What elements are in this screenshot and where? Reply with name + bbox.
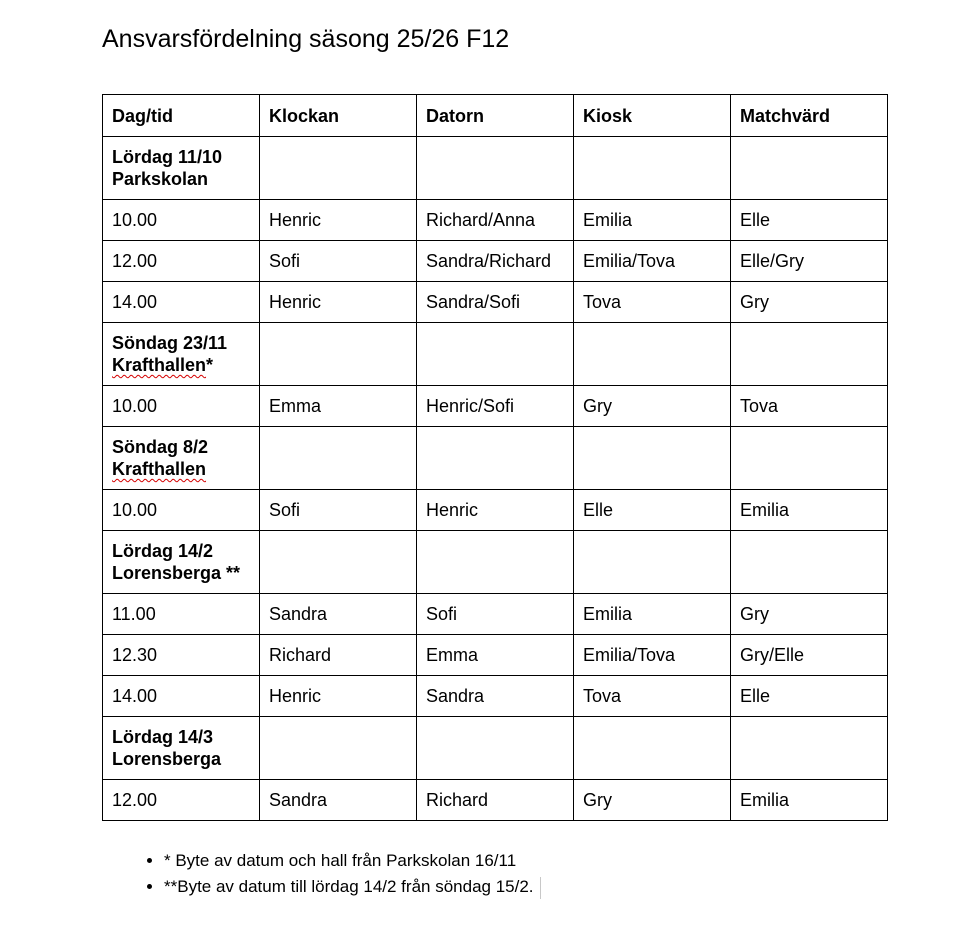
header-kiosk: Kiosk: [574, 95, 731, 137]
event-venue: Parkskolan: [112, 169, 209, 189]
event-cell: [103, 323, 260, 386]
empty-cell: [574, 137, 731, 200]
event-cell: [103, 137, 260, 200]
empty-cell: [574, 427, 731, 490]
event-venue: Lorensberga: [112, 749, 222, 769]
slot-kiosk: Emilia/Tova: [574, 241, 731, 282]
event-header-row: [103, 531, 888, 594]
slot-klockan: Emma: [260, 386, 417, 427]
text-cursor: [540, 877, 541, 899]
event-cell: [103, 427, 260, 490]
slot-row: [103, 386, 888, 427]
empty-cell: [260, 427, 417, 490]
slot-klockan: Sofi: [260, 490, 417, 531]
empty-cell: [574, 323, 731, 386]
slot-matchvard: Elle/Gry: [731, 241, 888, 282]
slot-klockan: Henric: [260, 282, 417, 323]
event-venue: Krafthallen: [112, 459, 207, 479]
slot-datorn: Sandra/Richard: [417, 241, 574, 282]
slot-datorn: Emma: [417, 635, 574, 676]
slot-matchvard: Emilia: [731, 490, 888, 531]
event-date: Söndag 23/11: [112, 333, 228, 353]
slot-time: 14.00: [103, 282, 260, 323]
empty-cell: [417, 137, 574, 200]
slot-matchvard: Gry/Elle: [731, 635, 888, 676]
slot-matchvard: Elle: [731, 676, 888, 717]
header-dag-tid: Dag/tid: [103, 95, 260, 137]
header-row: [103, 95, 888, 137]
footnote-item: [164, 874, 541, 900]
slot-klockan: Richard: [260, 635, 417, 676]
event-header-row: [103, 137, 888, 200]
empty-cell: [417, 717, 574, 780]
slot-time: 10.00: [103, 490, 260, 531]
event-cell: [103, 531, 260, 594]
slot-matchvard: Emilia: [731, 780, 888, 821]
event-date: Lördag 14/3: [112, 727, 214, 747]
event-date: Lördag 14/2: [112, 541, 214, 561]
footnote-text: **Byte av datum till lördag 14/2 från söndag 15/2.: [164, 877, 534, 896]
event-header-row: [103, 717, 888, 780]
event-date: Lördag 11/10: [112, 147, 223, 167]
empty-cell: [260, 531, 417, 594]
empty-cell: [731, 717, 888, 780]
slot-kiosk: Tova: [574, 282, 731, 323]
slot-datorn: Sandra/Sofi: [417, 282, 574, 323]
footnotes-list: [130, 848, 541, 900]
footnote-text: * Byte av datum och hall från Parkskolan 16/11: [164, 851, 517, 870]
event-venue-line: [112, 458, 250, 480]
slot-datorn: Richard: [417, 780, 574, 821]
slot-klockan: Sandra: [260, 780, 417, 821]
empty-cell: [731, 137, 888, 200]
slot-kiosk: Gry: [574, 780, 731, 821]
slot-datorn: Richard/Anna: [417, 200, 574, 241]
slot-time: 12.00: [103, 780, 260, 821]
slot-time: 12.00: [103, 241, 260, 282]
slot-datorn: Henric: [417, 490, 574, 531]
slot-datorn: Sandra: [417, 676, 574, 717]
empty-cell: [731, 531, 888, 594]
event-venue-line: [112, 354, 250, 376]
empty-cell: [260, 323, 417, 386]
slot-datorn: Sofi: [417, 594, 574, 635]
slot-row: [103, 594, 888, 635]
slot-matchvard: Gry: [731, 594, 888, 635]
slot-klockan: Sandra: [260, 594, 417, 635]
slot-row: [103, 490, 888, 531]
slot-row: [103, 200, 888, 241]
slot-time: 12.30: [103, 635, 260, 676]
event-date: Söndag 8/2: [112, 437, 209, 457]
slot-kiosk: Emilia: [574, 594, 731, 635]
empty-cell: [731, 323, 888, 386]
header-matchvard: Matchvärd: [731, 95, 888, 137]
event-cell: [103, 717, 260, 780]
header-klockan: Klockan: [260, 95, 417, 137]
slot-klockan: Henric: [260, 676, 417, 717]
empty-cell: [574, 717, 731, 780]
slot-row: [103, 635, 888, 676]
slot-row: [103, 780, 888, 821]
empty-cell: [260, 717, 417, 780]
header-datorn: Datorn: [417, 95, 574, 137]
slot-kiosk: Tova: [574, 676, 731, 717]
empty-cell: [417, 427, 574, 490]
slot-matchvard: Gry: [731, 282, 888, 323]
slot-kiosk: Emilia/Tova: [574, 635, 731, 676]
slot-klockan: Henric: [260, 200, 417, 241]
slot-datorn: Henric/Sofi: [417, 386, 574, 427]
slot-row: [103, 676, 888, 717]
slot-time: 11.00: [103, 594, 260, 635]
slot-matchvard: Elle: [731, 200, 888, 241]
slot-kiosk: Elle: [574, 490, 731, 531]
slot-time: 14.00: [103, 676, 260, 717]
document-title: Ansvarsfördelning säsong 25/26 F12: [102, 25, 510, 53]
slot-row: [103, 241, 888, 282]
responsibility-table: [102, 94, 888, 821]
empty-cell: [574, 531, 731, 594]
event-venue: Krafthallen: [112, 355, 207, 375]
empty-cell: [417, 531, 574, 594]
empty-cell: [731, 427, 888, 490]
event-header-row: [103, 427, 888, 490]
slot-time: 10.00: [103, 386, 260, 427]
event-header-row: [103, 323, 888, 386]
slot-matchvard: Tova: [731, 386, 888, 427]
empty-cell: [260, 137, 417, 200]
event-venue-suffix: *: [206, 355, 214, 375]
empty-cell: [417, 323, 574, 386]
event-venue: Lorensberga **: [112, 563, 241, 583]
footnote-item: [164, 848, 541, 874]
slot-kiosk: Gry: [574, 386, 731, 427]
slot-row: [103, 282, 888, 323]
slot-klockan: Sofi: [260, 241, 417, 282]
slot-time: 10.00: [103, 200, 260, 241]
slot-kiosk: Emilia: [574, 200, 731, 241]
